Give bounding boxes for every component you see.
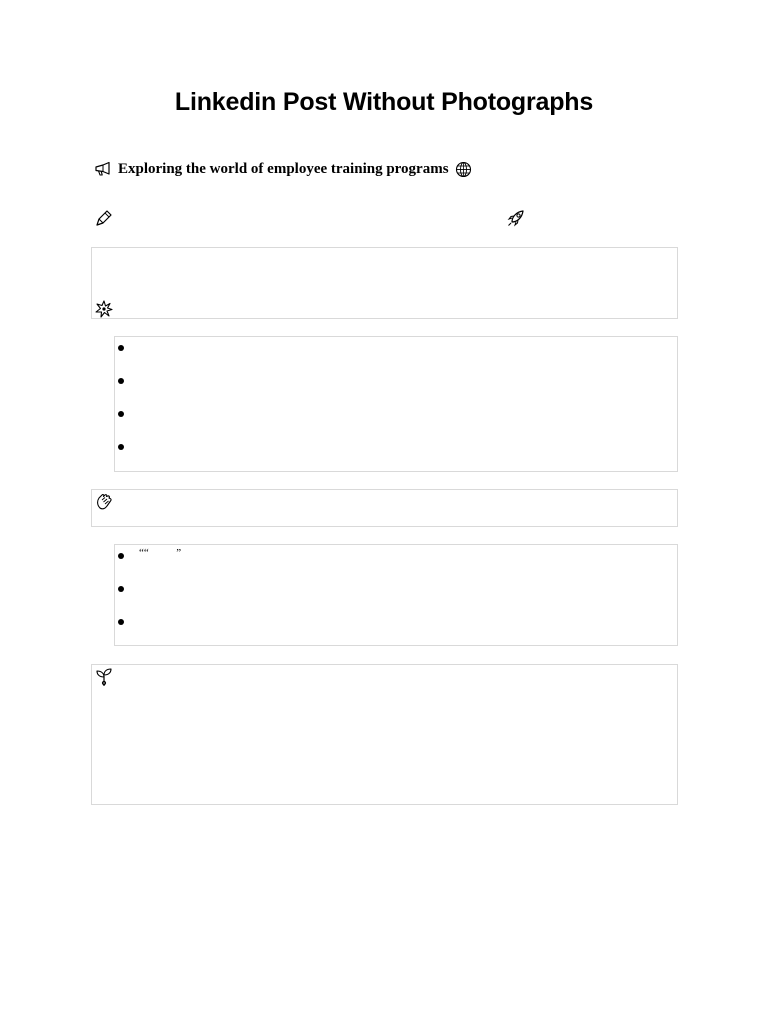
bullet-marker [118,586,124,592]
megaphone-icon [94,161,112,177]
subtitle-text: Exploring the world of employee training programs [118,160,449,177]
page-title: Linkedin Post Without Photographs [174,88,594,116]
intro-box [91,247,678,319]
quote-text: ““ ” [139,547,182,559]
globe-icon [455,161,473,177]
clapping-hands-icon [95,492,115,512]
rocket-icon [506,208,526,228]
bullet-marker [118,619,124,625]
benefits-list [114,336,678,472]
bullet-marker [118,411,124,417]
bullet-marker [118,345,124,351]
seedling-icon [95,667,115,687]
closing-box [91,664,678,805]
bullet-marker [118,444,124,450]
pen-icon [94,208,114,228]
bullet-marker [118,378,124,384]
highlight-box [91,489,678,527]
quotes-list [114,544,678,646]
bullet-marker [118,553,124,559]
sparkle-burst-icon [95,300,115,320]
post-subtitle [94,158,473,180]
